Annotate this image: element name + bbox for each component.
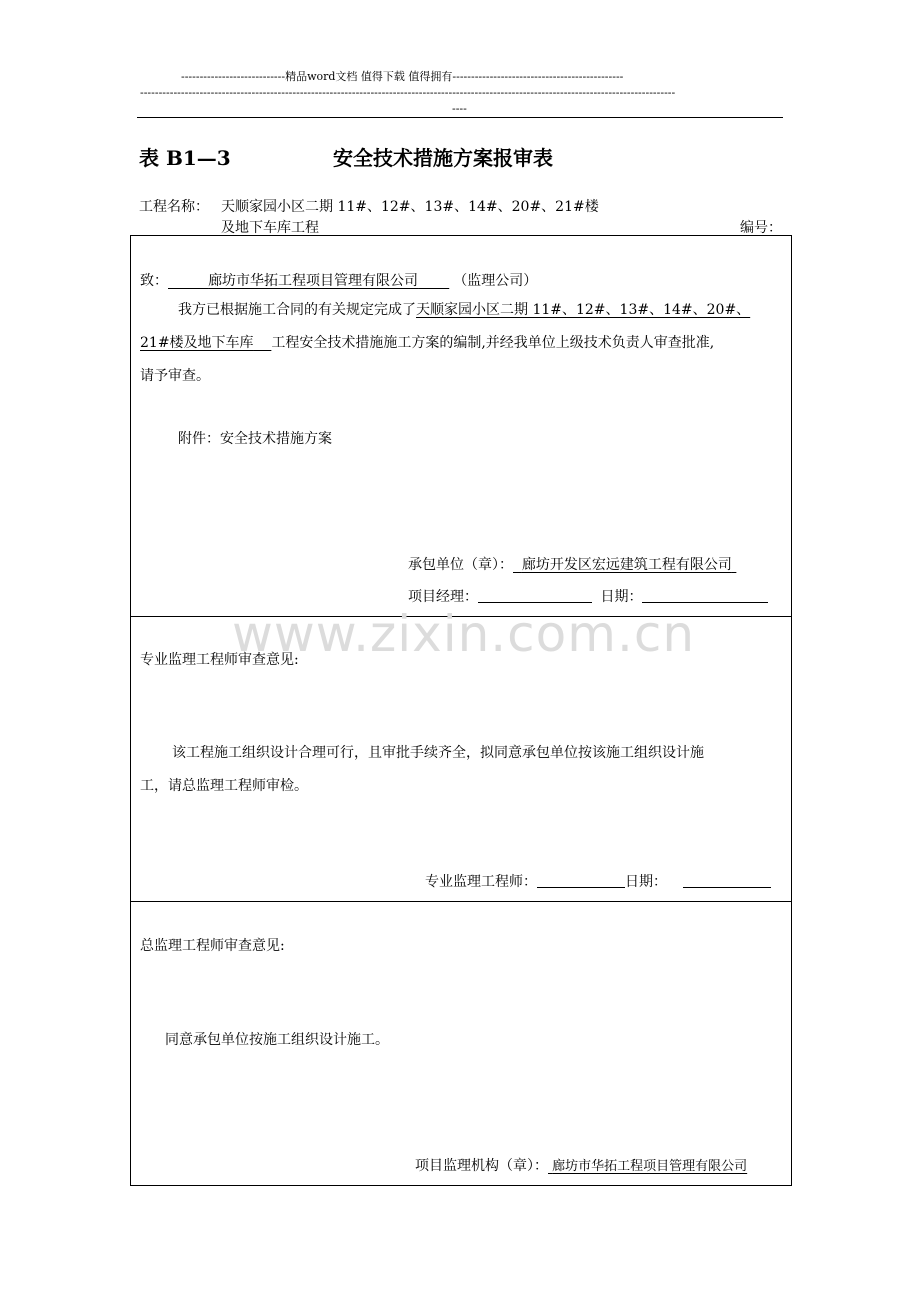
org-name: 廊坊市华拓工程项目管理有限公司 <box>552 1159 748 1174</box>
engineer-date-label: 日期： <box>625 874 667 890</box>
header-dash-line: ------------------------------------------------------------------------------------------------------------------------------------------------ <box>140 86 676 99</box>
project-name-line2: 及地下车库工程 <box>221 220 319 236</box>
form-number-label: 编号： <box>740 220 782 236</box>
engineer-opinion-line1: 该工程施工组织设计合理可行，且审批手续齐全，拟同意承包单位按该施工组织设计施 <box>172 745 704 761</box>
body-prefix: 我方已根据施工合同的有关规定完成了 <box>178 302 416 318</box>
form-code: 表 B1—3 <box>139 146 231 170</box>
to-suffix: （监理公司） <box>453 273 538 289</box>
project-name-label: 工程名称： <box>139 199 209 215</box>
engineer-date-blank[interactable] <box>683 886 771 888</box>
chief-review-section <box>130 901 792 1186</box>
manager-date-label: 日期： <box>600 589 643 605</box>
contractor-label: 承包单位（章）： <box>408 557 513 573</box>
manager-signature-blank[interactable] <box>478 601 592 603</box>
supervisor-company: 廊坊市华拓工程项目管理有限公司 <box>208 273 419 289</box>
engineer-label: 专业监理工程师： <box>425 874 537 890</box>
manager-label: 项目经理： <box>408 589 478 605</box>
engineer-opinion-line2: 工，请总监理工程师审检。 <box>140 778 308 794</box>
chief-opinion: 同意承包单位按施工组织设计施工。 <box>165 1032 389 1048</box>
submission-section <box>130 235 792 617</box>
contractor-name: 廊坊开发区宏远建筑工程有限公司 <box>521 557 732 573</box>
header-dash-tail: ---- <box>452 102 467 115</box>
header-banner: ----------------------------精品word文档 值得下载 值得拥有---------------------------------------------- <box>181 70 624 83</box>
body-project-b: 21#楼及地下车库 <box>140 335 254 351</box>
chief-review-heading: 总监理工程师审查意见: <box>140 938 285 954</box>
header-rule <box>137 117 783 118</box>
manager-date-blank[interactable] <box>642 601 768 603</box>
engineer-signature-blank[interactable] <box>537 886 625 888</box>
body-end: 请予审查。 <box>140 368 210 384</box>
watermark: www.zixin.com.cn <box>232 605 696 663</box>
body-suffix: 工程安全技术措施施工方案的编制,并经我单位上级技术负责人审查批准, <box>271 335 715 351</box>
engineer-review-heading: 专业监理工程师审查意见: <box>140 652 299 668</box>
org-label: 项目监理机构（章）： <box>415 1158 548 1174</box>
body-project-a: 天顺家园小区二期 11#、12#、13#、14#、20#、 <box>416 302 751 318</box>
page-title: 安全技术措施方案报审表 <box>333 146 553 170</box>
project-name-line1: 天顺家园小区二期 11#、12#、13#、14#、20#、21#楼 <box>221 199 599 215</box>
to-label: 致： <box>140 273 168 289</box>
attachment-note: 附件：安全技术措施方案 <box>178 431 332 447</box>
